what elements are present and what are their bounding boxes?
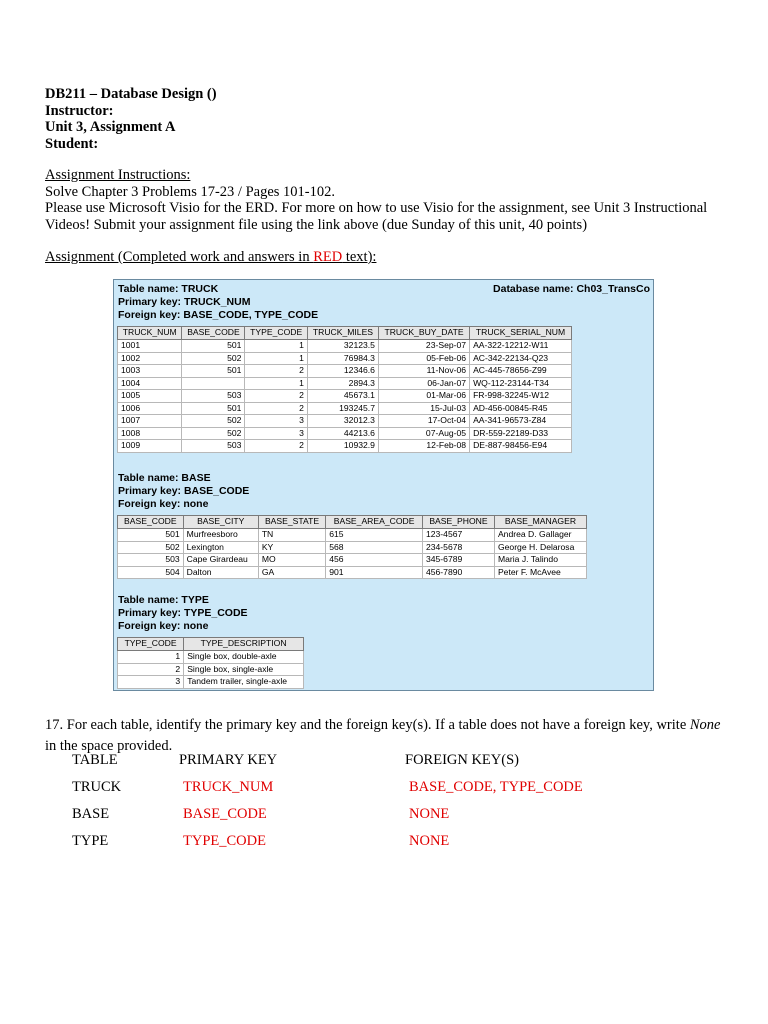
answer-primary-key: TRUCK_NUM bbox=[183, 779, 274, 795]
answer-primary-key: BASE_CODE bbox=[183, 806, 267, 822]
table-cell: Single box, double-axle bbox=[184, 651, 304, 664]
table-cell: AC-445-78656-Z99 bbox=[470, 365, 572, 378]
course-title: DB211 – Database Design () bbox=[45, 86, 217, 102]
table-cell: 1006 bbox=[118, 402, 182, 415]
base-foreign-key: Foreign key: none bbox=[118, 498, 209, 510]
assignment-prefix: Assignment (Completed work and answers in bbox=[45, 249, 314, 265]
answer-foreign-key: NONE bbox=[409, 806, 450, 822]
table-cell: 501 bbox=[182, 365, 245, 378]
table-cell: 345-6789 bbox=[422, 554, 494, 567]
table-row bbox=[118, 541, 587, 554]
table-cell: 1 bbox=[245, 340, 307, 353]
table-cell: AC-342-22134-Q23 bbox=[470, 352, 572, 365]
table-cell: 2 bbox=[245, 390, 307, 403]
table-cell: 1 bbox=[245, 377, 307, 390]
instructions-line-1: Solve Chapter 3 Problems 17-23 / Pages 101-102. bbox=[45, 183, 335, 200]
answer-primary-key: TYPE_CODE bbox=[183, 833, 266, 849]
answer-table-name: BASE bbox=[72, 806, 110, 822]
table-cell: 11-Nov-06 bbox=[378, 365, 469, 378]
table-cell: 1004 bbox=[118, 377, 182, 390]
table-row bbox=[118, 427, 572, 440]
table-cell: DR-559-22189-D33 bbox=[470, 427, 572, 440]
table-row bbox=[118, 566, 587, 579]
question-none-word: None bbox=[689, 717, 721, 733]
type-meta bbox=[118, 594, 248, 633]
table-cell: 2894.3 bbox=[307, 377, 378, 390]
table-row bbox=[118, 676, 304, 689]
table-cell: 10932.9 bbox=[307, 440, 378, 453]
table-cell: 234-5678 bbox=[422, 541, 494, 554]
column-header: TRUCK_MILES bbox=[307, 327, 378, 340]
column-header: BASE_AREA_CODE bbox=[326, 516, 423, 529]
instructions-heading: Assignment Instructions: bbox=[45, 167, 191, 183]
table-cell: 501 bbox=[182, 340, 245, 353]
table-header-row bbox=[118, 516, 587, 529]
column-header: BASE_CITY bbox=[183, 516, 258, 529]
student-label: Student: bbox=[45, 135, 99, 152]
table-cell: 07-Aug-05 bbox=[378, 427, 469, 440]
base-table-name: Table name: BASE bbox=[118, 472, 211, 484]
table-cell: 15-Jul-03 bbox=[378, 402, 469, 415]
table-cell: Dalton bbox=[183, 566, 258, 579]
table-cell: 3 bbox=[245, 427, 307, 440]
table-cell: TN bbox=[258, 529, 325, 542]
table-cell: Tandem trailer, single-axle bbox=[184, 676, 304, 689]
table-cell: 1009 bbox=[118, 440, 182, 453]
table-cell: WQ-112-23144-T34 bbox=[470, 377, 572, 390]
assignment-line bbox=[45, 249, 376, 266]
table-row bbox=[118, 365, 572, 378]
column-header: TRUCK_BUY_DATE bbox=[378, 327, 469, 340]
table-cell: AA-341-96573-Z84 bbox=[470, 415, 572, 428]
truck-foreign-key: Foreign key: BASE_CODE, TYPE_CODE bbox=[118, 309, 319, 321]
type-primary-key: Primary key: TYPE_CODE bbox=[118, 607, 248, 619]
table-cell: 504 bbox=[118, 566, 184, 579]
column-header: BASE_CODE bbox=[182, 327, 245, 340]
question-text: 17. For each table, identify the primary key and the foreign key(s). If a table does not have a foreign key, write bbox=[45, 717, 690, 733]
truck-meta bbox=[118, 283, 318, 322]
table-row bbox=[118, 529, 587, 542]
table-cell: 3 bbox=[245, 415, 307, 428]
table-cell: MO bbox=[258, 554, 325, 567]
instructor-label: Instructor: bbox=[45, 102, 114, 119]
table-cell bbox=[182, 377, 245, 390]
header-primary-key: PRIMARY KEY bbox=[179, 752, 278, 768]
table-cell: 1 bbox=[245, 352, 307, 365]
table-cell: Cape Girardeau bbox=[183, 554, 258, 567]
table-cell: 3 bbox=[118, 676, 184, 689]
document-header bbox=[45, 86, 217, 152]
table-cell: 01-Mar-06 bbox=[378, 390, 469, 403]
truck-primary-key: Primary key: TRUCK_NUM bbox=[118, 296, 251, 308]
type-foreign-key: Foreign key: none bbox=[118, 620, 209, 632]
table-cell: 502 bbox=[182, 427, 245, 440]
table-cell: George H. Delarosa bbox=[494, 541, 586, 554]
assignment-red-word: RED bbox=[313, 249, 343, 265]
table-cell: Peter F. McAvee bbox=[494, 566, 586, 579]
table-cell: 502 bbox=[118, 541, 184, 554]
truck-table-name: Table name: TRUCK bbox=[118, 283, 219, 295]
table-cell: Andrea D. Gallager bbox=[494, 529, 586, 542]
answer-table-name: TYPE bbox=[72, 833, 109, 849]
table-cell: 12346.6 bbox=[307, 365, 378, 378]
table-cell: FR-998-32245-W12 bbox=[470, 390, 572, 403]
table-cell: Murfreesboro bbox=[183, 529, 258, 542]
table-cell: 1003 bbox=[118, 365, 182, 378]
base-table bbox=[117, 515, 587, 579]
answer-foreign-key: BASE_CODE, TYPE_CODE bbox=[409, 779, 583, 795]
table-cell: 901 bbox=[326, 566, 423, 579]
database-figure bbox=[113, 279, 654, 691]
table-cell: AA-322-12212-W11 bbox=[470, 340, 572, 353]
question-text-end: in the space provided. bbox=[45, 738, 173, 754]
table-row bbox=[118, 440, 572, 453]
answer-foreign-key: NONE bbox=[409, 833, 450, 849]
table-cell: 501 bbox=[182, 402, 245, 415]
table-cell: 32123.5 bbox=[307, 340, 378, 353]
table-cell: 12-Feb-08 bbox=[378, 440, 469, 453]
table-cell: DE-887-98456-E94 bbox=[470, 440, 572, 453]
table-row bbox=[118, 554, 587, 567]
table-header-row bbox=[118, 638, 304, 651]
column-header: TYPE_CODE bbox=[118, 638, 184, 651]
column-header: TRUCK_NUM bbox=[118, 327, 182, 340]
table-cell: 568 bbox=[326, 541, 423, 554]
table-row bbox=[118, 415, 572, 428]
table-cell: 456-7890 bbox=[422, 566, 494, 579]
table-cell: 32012.3 bbox=[307, 415, 378, 428]
table-cell: 1001 bbox=[118, 340, 182, 353]
table-cell: 615 bbox=[326, 529, 423, 542]
table-cell: 2 bbox=[245, 365, 307, 378]
answer-table-name: TRUCK bbox=[72, 779, 122, 795]
table-cell: 1005 bbox=[118, 390, 182, 403]
table-cell: 503 bbox=[182, 440, 245, 453]
table-cell: 45673.1 bbox=[307, 390, 378, 403]
instructions-line-2: Please use Microsoft Visio for the ERD. For more on how to use Visio for the assignment, see Unit 3 Instructional Videos! Submit your assignment file using the link above (due Sunday of this unit, 40 points) bbox=[45, 200, 708, 233]
type-table-name: Table name: TYPE bbox=[118, 594, 209, 606]
table-cell: 17-Oct-04 bbox=[378, 415, 469, 428]
table-cell: 1002 bbox=[118, 352, 182, 365]
table-cell: 501 bbox=[118, 529, 184, 542]
table-cell: 76984.3 bbox=[307, 352, 378, 365]
base-primary-key: Primary key: BASE_CODE bbox=[118, 485, 250, 497]
column-header: BASE_STATE bbox=[258, 516, 325, 529]
column-header: TYPE_CODE bbox=[245, 327, 307, 340]
table-cell: Maria J. Talindo bbox=[494, 554, 586, 567]
table-row bbox=[118, 340, 572, 353]
table-cell: 06-Jan-07 bbox=[378, 377, 469, 390]
type-table bbox=[117, 637, 304, 689]
table-cell: GA bbox=[258, 566, 325, 579]
truck-table bbox=[117, 326, 572, 453]
table-cell: 502 bbox=[182, 352, 245, 365]
table-cell: 1008 bbox=[118, 427, 182, 440]
table-cell: 2 bbox=[118, 663, 184, 676]
table-row bbox=[118, 390, 572, 403]
column-header: TRUCK_SERIAL_NUM bbox=[470, 327, 572, 340]
column-header: BASE_CODE bbox=[118, 516, 184, 529]
table-cell: 05-Feb-06 bbox=[378, 352, 469, 365]
table-row bbox=[118, 377, 572, 390]
header-foreign-keys: FOREIGN KEY(S) bbox=[405, 752, 519, 768]
assignment-suffix: text): bbox=[342, 249, 377, 265]
table-cell: 1007 bbox=[118, 415, 182, 428]
table-row bbox=[118, 352, 572, 365]
table-cell: AD-456-00845-R45 bbox=[470, 402, 572, 415]
column-header: TYPE_DESCRIPTION bbox=[184, 638, 304, 651]
question-17 bbox=[45, 715, 735, 757]
column-header: BASE_MANAGER bbox=[494, 516, 586, 529]
table-cell: 123-4567 bbox=[422, 529, 494, 542]
table-row bbox=[118, 651, 304, 664]
table-cell: 2 bbox=[245, 402, 307, 415]
table-cell: Single box, single-axle bbox=[184, 663, 304, 676]
header-table: TABLE bbox=[72, 752, 118, 768]
table-row bbox=[118, 402, 572, 415]
column-header: BASE_PHONE bbox=[422, 516, 494, 529]
table-cell: 193245.7 bbox=[307, 402, 378, 415]
table-header-row bbox=[118, 327, 572, 340]
table-cell: 502 bbox=[182, 415, 245, 428]
table-cell: 456 bbox=[326, 554, 423, 567]
table-cell: 1 bbox=[118, 651, 184, 664]
base-meta bbox=[118, 472, 249, 511]
table-cell: 2 bbox=[245, 440, 307, 453]
table-cell: 503 bbox=[182, 390, 245, 403]
table-cell: Lexington bbox=[183, 541, 258, 554]
table-cell: 44213.6 bbox=[307, 427, 378, 440]
assignment-instructions bbox=[45, 167, 735, 233]
unit-title: Unit 3, Assignment A bbox=[45, 119, 176, 135]
database-name: Database name: Ch03_TransCo bbox=[493, 283, 650, 295]
table-cell: KY bbox=[258, 541, 325, 554]
table-cell: 23-Sep-07 bbox=[378, 340, 469, 353]
table-row bbox=[118, 663, 304, 676]
table-cell: 503 bbox=[118, 554, 184, 567]
